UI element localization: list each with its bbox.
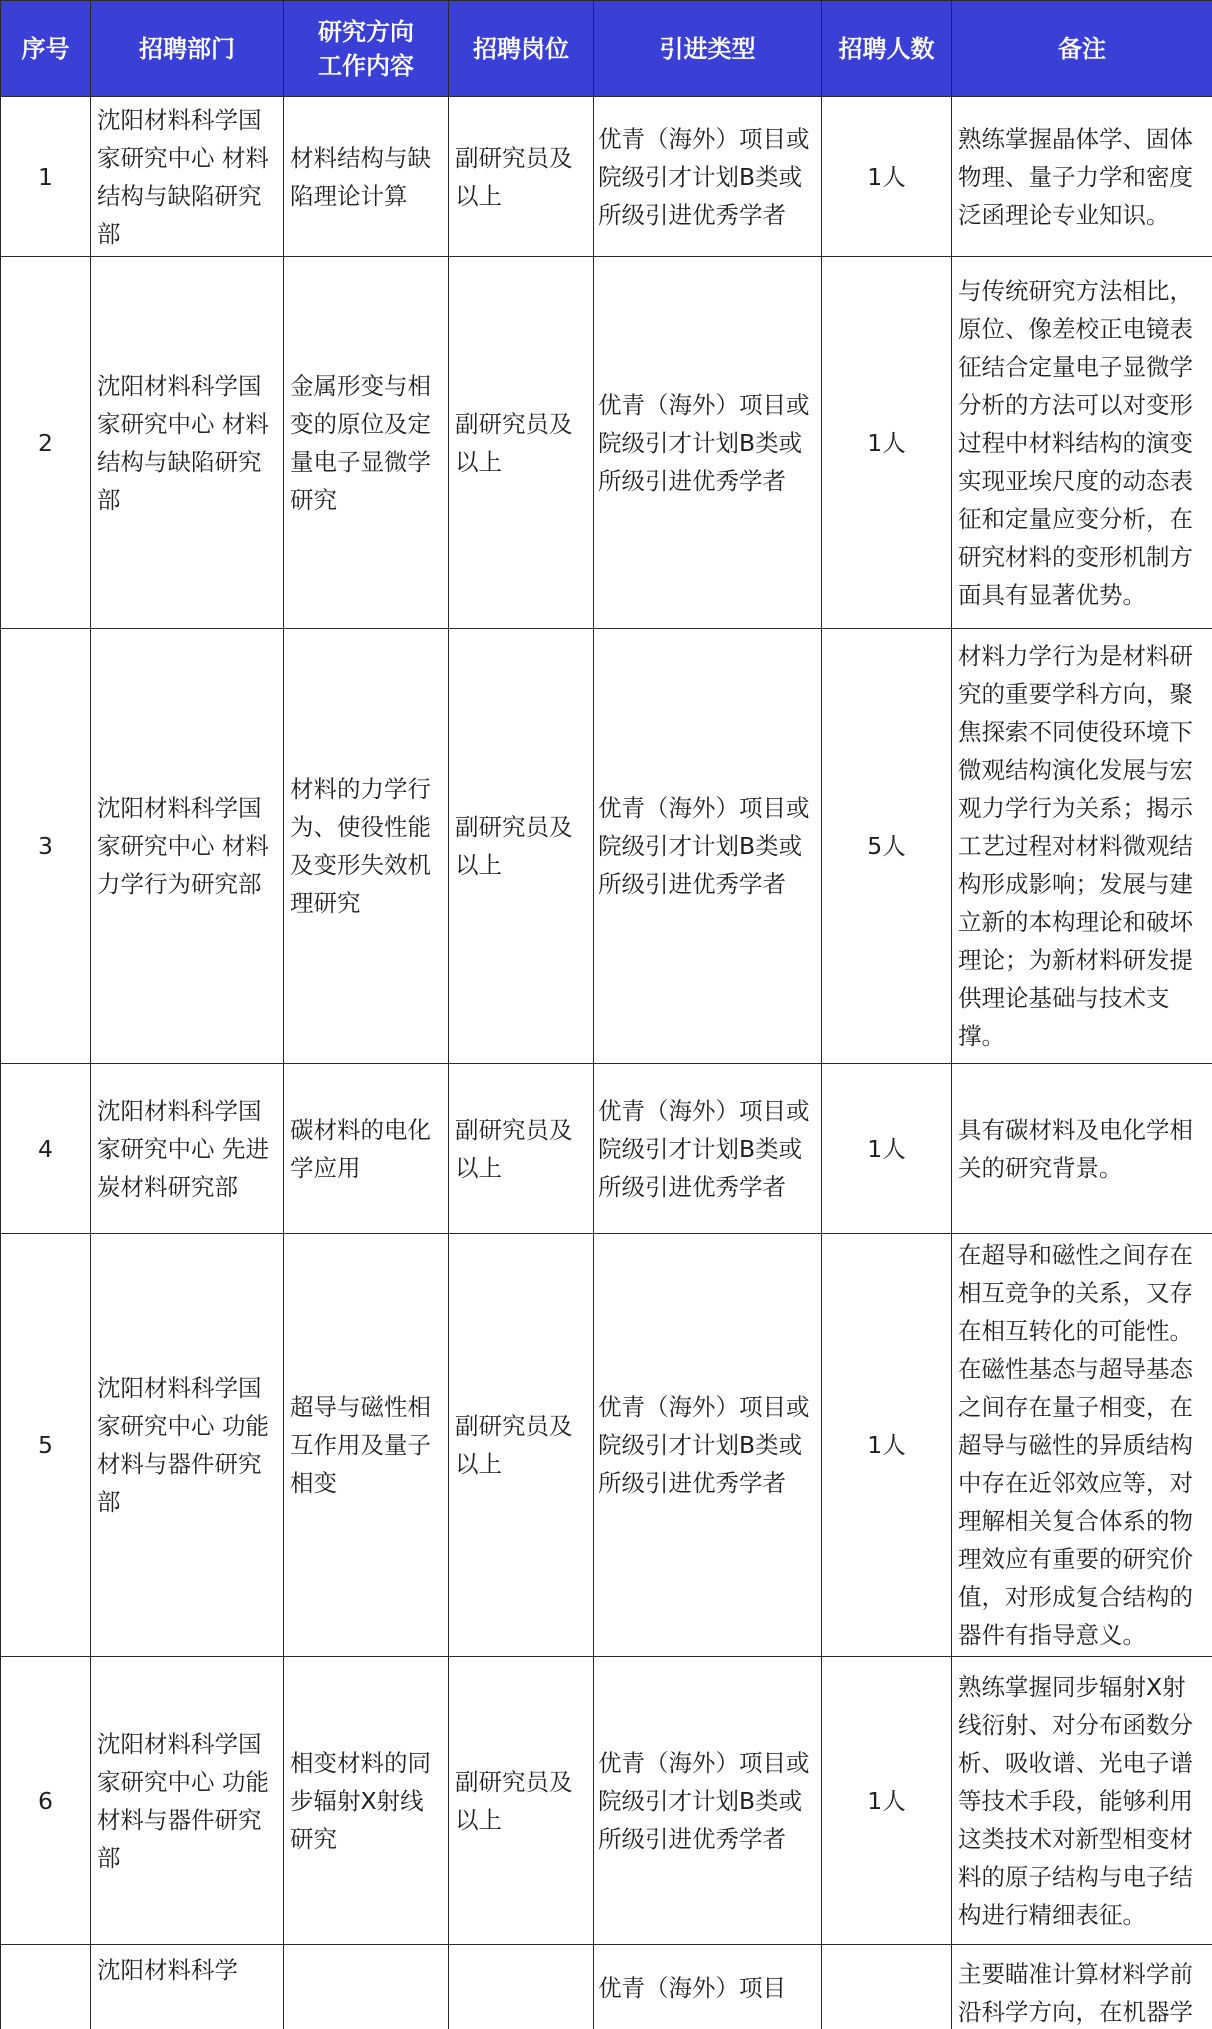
- row-note: 主要瞄准计算材料学前沿科学方向，在机器学: [952, 1945, 1212, 2029]
- header-note: 备注: [952, 1, 1212, 97]
- row-type: 优青（海外）项目或院级引才计划B类或所级引进优秀学者: [594, 1064, 822, 1234]
- row-direction: 相变材料的同步辐射X射线研究: [284, 1657, 449, 1945]
- row-count: 1人: [822, 1657, 952, 1945]
- row-note: 具有碳材料及电化学相关的研究背景。: [952, 1064, 1212, 1234]
- row-dept: 沈阳材料科学国家研究中心 材料结构与缺陷研究部: [91, 97, 284, 257]
- row-num: 2: [1, 257, 91, 629]
- row-num: 6: [1, 1657, 91, 1945]
- row-type: 优青（海外）项目或院级引才计划B类或所级引进优秀学者: [594, 1234, 822, 1657]
- row-position: 副研究员及以上: [449, 1657, 594, 1945]
- row-num: 3: [1, 629, 91, 1064]
- row-dept: 沈阳材料科学国家研究中心 先进炭材料研究部: [91, 1064, 284, 1234]
- header-num: 序号: [1, 1, 91, 97]
- row-note: 与传统研究方法相比，原位、像差校正电镜表征结合定量电子显微学分析的方法可以对变形过程中材料结构的演变实现亚埃尺度的动态表征和定量应变分析，在研究材料的变形机制方面具有显著优势。: [952, 257, 1212, 629]
- row-type: 优青（海外）项目或院级引才计划B类或所级引进优秀学者: [594, 1657, 822, 1945]
- header-row: [1, 1, 1212, 97]
- row-direction: 超导与磁性相互作用及量子相变: [284, 1234, 449, 1657]
- row-position: 副研究员及以上: [449, 97, 594, 257]
- row-count: 1人: [822, 257, 952, 629]
- row-type: 优青（海外）项目或院级引才计划B类或所级引进优秀学者: [594, 97, 822, 257]
- row-direction: [284, 1945, 449, 2029]
- row-dept: 沈阳材料科学国家研究中心 功能材料与器件研究部: [91, 1234, 284, 1657]
- header-count: 招聘人数: [822, 1, 952, 97]
- row-type: 优青（海外）项目或院级引才计划B类或所级引进优秀学者: [594, 257, 822, 629]
- table-row: [1, 1234, 1212, 1657]
- row-type: 优青（海外）项目: [594, 1945, 822, 2029]
- header-type: 引进类型: [594, 1, 822, 97]
- table-row: [1, 629, 1212, 1064]
- row-position: 副研究员及以上: [449, 1064, 594, 1234]
- row-position: [449, 1945, 594, 2029]
- row-note: 熟练掌握晶体学、固体物理、量子力学和密度泛函理论专业知识。: [952, 97, 1212, 257]
- table-row: [1, 1657, 1212, 1945]
- row-num: 4: [1, 1064, 91, 1234]
- row-type: 优青（海外）项目或院级引才计划B类或所级引进优秀学者: [594, 629, 822, 1064]
- table-row: [1, 97, 1212, 257]
- row-num: [1, 1945, 91, 2029]
- header-direction-line1: 研究方向: [318, 17, 414, 46]
- row-direction: 碳材料的电化学应用: [284, 1064, 449, 1234]
- row-position: 副研究员及以上: [449, 1234, 594, 1657]
- row-note: 材料力学行为是材料研究的重要学科方向，聚焦探索不同使役环境下微观结构演化发展与宏观力学行为关系；揭示工艺过程对材料微观结构形成影响；发展与建立新的本构理论和破坏理论；为新材料研发提供理论基础与技术支撑。: [952, 629, 1212, 1064]
- row-count: 5人: [822, 629, 952, 1064]
- row-count: 1人: [822, 1064, 952, 1234]
- row-note: 熟练掌握同步辐射X射线衍射、对分布函数分析、吸收谱、光电子谱等技术手段，能够利用这类技术对新型相变材料的原子结构与电子结构进行精细表征。: [952, 1657, 1212, 1945]
- row-dept: 沈阳材料科学国家研究中心 材料力学行为研究部: [91, 629, 284, 1064]
- row-note: 在超导和磁性之间存在相互竞争的关系，又存在相互转化的可能性。在磁性基态与超导基态之间存在量子相变，在超导与磁性的异质结构中存在近邻效应等，对理解相关复合体系的物理效应有重要的研究价值，对形成复合结构的器件有指导意义。: [952, 1234, 1212, 1657]
- table-row: [1, 257, 1212, 629]
- header-direction-line2: 工作内容: [318, 51, 414, 80]
- header-dept: 招聘部门: [91, 1, 284, 97]
- row-direction: 材料结构与缺陷理论计算: [284, 97, 449, 257]
- row-dept: 沈阳材料科学国家研究中心 功能材料与器件研究部: [91, 1657, 284, 1945]
- row-position: 副研究员及以上: [449, 629, 594, 1064]
- row-position: 副研究员及以上: [449, 257, 594, 629]
- table-header: [1, 1, 1212, 97]
- header-direction: [284, 1, 449, 97]
- row-dept: 沈阳材料科学国家研究中心 材料结构与缺陷研究部: [91, 257, 284, 629]
- row-direction: 材料的力学行为、使役性能及变形失效机理研究: [284, 629, 449, 1064]
- table-row: [1, 1064, 1212, 1234]
- row-count: 1人: [822, 97, 952, 257]
- row-num: 5: [1, 1234, 91, 1657]
- row-direction: 金属形变与相变的原位及定量电子显微学研究: [284, 257, 449, 629]
- row-count: 1人: [822, 1234, 952, 1657]
- row-num: 1: [1, 97, 91, 257]
- table-body: [1, 97, 1212, 2029]
- row-count: [822, 1945, 952, 2029]
- header-position: 招聘岗位: [449, 1, 594, 97]
- row-dept: 沈阳材料科学: [91, 1945, 284, 2029]
- table-row-partial: [1, 1945, 1212, 2029]
